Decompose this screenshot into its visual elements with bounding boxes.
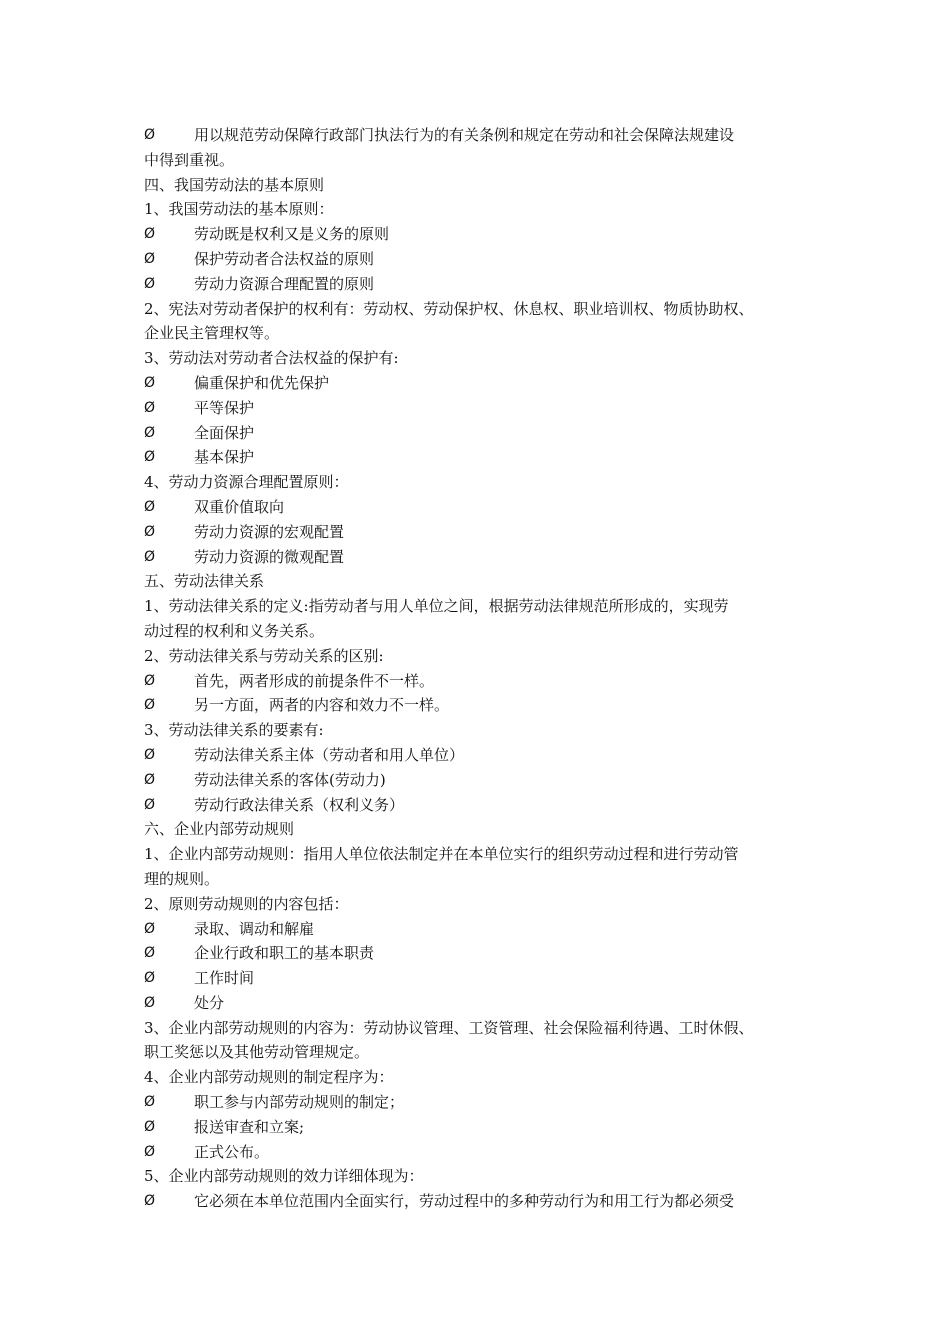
bullet-marker: Ø: [144, 449, 156, 466]
bullet-item: [144, 222, 824, 247]
bullet-text: 劳动力资源的微观配置: [194, 547, 345, 566]
bullet-text: 劳动行政法律关系（权利义务）: [194, 795, 405, 814]
bullet-text: 另一方面，两者的内容和效力不一样。: [194, 696, 450, 715]
bullet-marker: Ø: [144, 399, 156, 416]
bullet-text: 用以规范劳动保障行政部门执法行为的有关条例和规定在劳动和社会保障法规建设: [194, 126, 735, 144]
bullet-marker: Ø: [144, 1193, 156, 1210]
text-line: 3、劳动法律关系的要素有:: [144, 721, 324, 740]
bullet-marker: Ø: [144, 697, 156, 714]
bullet-item: [144, 1140, 824, 1165]
bullet-item: [144, 520, 824, 545]
bullet-text: 保护劳动者合法权益的原则: [194, 249, 375, 268]
bullet-item: [144, 495, 824, 520]
text-line: 四、我国劳动法的基本原则: [144, 175, 325, 194]
bullet-item: [144, 272, 824, 297]
bullet-text: 劳动力资源合理配置的原则: [194, 274, 375, 293]
bullet-item: [144, 669, 824, 694]
bullet-marker: Ø: [144, 771, 156, 788]
text-line: 5、企业内部劳动规则的效力详细体现为：: [144, 1167, 424, 1186]
bullet-item: [144, 1115, 824, 1140]
bullet-marker: Ø: [144, 1143, 156, 1160]
bullet-text: 企业行政和职工的基本职责: [194, 944, 375, 963]
bullet-marker: Ø: [144, 226, 156, 243]
bullet-marker: Ø: [144, 275, 156, 292]
bullet-item: [144, 1189, 824, 1214]
text-line: 2、原则劳动规则的内容包括：: [144, 894, 349, 913]
bullet-marker: Ø: [144, 498, 156, 515]
text-line: 企业民主管理权等。: [144, 324, 280, 343]
text-line: 职工奖惩以及其他劳动管理规定。: [144, 1043, 370, 1062]
bullet-marker: Ø: [144, 548, 156, 565]
bullet-marker: Ø: [144, 672, 156, 689]
text-line: 中得到重视。: [144, 150, 235, 169]
bullet-item: [144, 123, 824, 148]
bullet-text: 处分: [194, 993, 225, 1012]
bullet-text: 工作时间: [194, 969, 255, 988]
bullet-item: [144, 991, 824, 1016]
bullet-item: [144, 371, 824, 396]
bullet-text: 劳动法律关系主体（劳动者和用人单位）: [194, 745, 465, 764]
bullet-text: 劳动力资源的宏观配置: [194, 522, 345, 541]
bullet-marker: Ø: [144, 424, 156, 441]
bullet-item: [144, 793, 824, 818]
bullet-marker: Ø: [144, 746, 156, 763]
text-line: 1、我国劳动法的基本原则：: [144, 200, 334, 219]
bullet-text: 它必须在本单位范围内全面实行，劳动过程中的多种劳动行为和用工行为都必须受: [194, 1192, 735, 1211]
bullet-text: 职工参与内部劳动规则的制定；: [194, 1093, 405, 1112]
bullet-item: [144, 1090, 824, 1115]
bullet-marker: Ø: [144, 250, 156, 267]
bullet-text: 报送审查和立案;: [194, 1117, 305, 1136]
bullet-text: 偏重保护和优先保护: [194, 373, 330, 392]
bullet-text: 劳动既是权利又是义务的原则: [194, 225, 390, 244]
bullet-text: 基本保护: [194, 448, 255, 467]
bullet-text: 平等保护: [194, 398, 255, 417]
bullet-item: [144, 247, 824, 272]
bullet-marker: Ø: [144, 796, 156, 813]
bullet-marker: Ø: [144, 374, 156, 391]
text-line: 4、企业内部劳动规则的制定程序为：: [144, 1068, 394, 1087]
text-line: 2、宪法对劳动者保护的权利有：劳动权、劳动保护权、休息权、职业培训权、物质协助权、: [144, 299, 754, 318]
bullet-item: [144, 743, 824, 768]
text-line: 动过程的权利和义务关系。: [144, 621, 325, 640]
bullet-item: [144, 396, 824, 421]
text-line: 2、劳动法律关系与劳动关系的区别:: [144, 646, 384, 665]
text-line: 1、劳动法律关系的定义:指劳动者与用人单位之间，根据劳动法律规范所形成的，实现劳: [144, 597, 729, 616]
bullet-text: 劳动法律关系的客体(劳动力): [194, 770, 386, 789]
bullet-text: 正式公布。: [194, 1142, 270, 1161]
bullet-marker: Ø: [144, 1094, 156, 1111]
bullet-marker: Ø: [144, 945, 156, 962]
bullet-item: [144, 917, 824, 942]
bullet-text: 首先，两者形成的前提条件不一样。: [194, 671, 435, 690]
bullet-item: [144, 966, 824, 991]
bullet-text: 全面保护: [194, 423, 255, 442]
text-line: 4、劳动力资源合理配置原则：: [144, 473, 349, 492]
bullet-item: [144, 545, 824, 570]
bullet-text: 双重价值取向: [194, 497, 285, 516]
bullet-text: 录取、调动和解雇: [194, 919, 315, 938]
text-line: 六、企业内部劳动规则: [144, 820, 295, 839]
document-body: [144, 123, 824, 1214]
bullet-item: [144, 768, 824, 793]
bullet-marker: Ø: [144, 920, 156, 937]
bullet-item: [144, 693, 824, 718]
bullet-marker: Ø: [144, 523, 156, 540]
bullet-item: [144, 445, 824, 470]
text-line: 3、企业内部劳动规则的内容为：劳动协议管理、工资管理、社会保险福利待遇、工时休假、: [144, 1018, 754, 1037]
bullet-item: [144, 421, 824, 446]
bullet-marker: Ø: [144, 970, 156, 987]
bullet-marker: Ø: [144, 994, 156, 1011]
bullet-marker: Ø: [144, 1118, 156, 1135]
text-line: 1、企业内部劳动规则：指用人单位依法制定并在本单位实行的组织劳动过程和进行劳动管: [144, 845, 739, 864]
bullet-item: [144, 941, 824, 966]
text-line: 五、劳动法律关系: [144, 572, 265, 591]
text-line: 3、劳动法对劳动者合法权益的保护有:: [144, 349, 399, 368]
bullet-marker: Ø: [144, 127, 156, 143]
text-line: 理的规则。: [144, 869, 220, 888]
